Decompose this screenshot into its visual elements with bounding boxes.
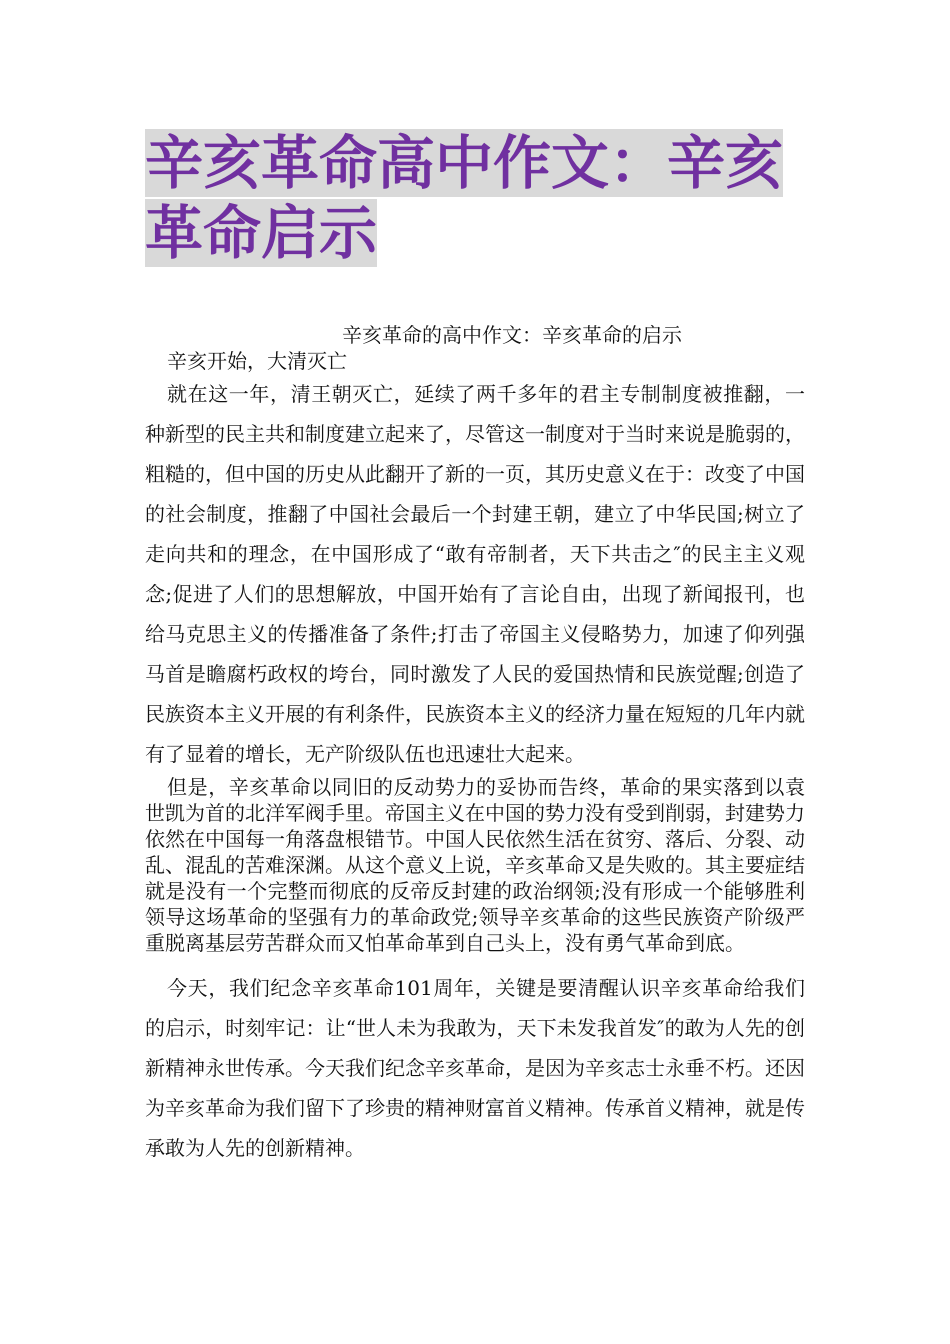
document-subtitle: 辛亥革命的高中作文：辛亥革命的启示 (342, 323, 682, 347)
document-body (145, 348, 805, 1168)
paragraph-3: 今天，我们纪念辛亥革命101周年，关键是要清醒认识辛亥革命给我们的启示，时刻牢记：让“世人未为我敢为，天下未发我首发″的敢为人先的创新精神永世传承。今天我们纪念辛亥革命，是因为辛亥志士永垂不朽。还因为辛亥革命为我们留下了珍贵的精神财富首义精神。传承首义精神，就是传承敢为人先的创新精神。 (145, 976, 805, 1160)
paragraph-1: 就在这一年，清王朝灭亡，延续了两千多年的君主专制制度被推翻，一种新型的民主共和制度建立起来了，尽管这一制度对于当时来说是脆弱的，粗糙的，但中国的历史从此翻开了新的一页，其历史意义在于：改变了中国的社会制度，推翻了中国社会最后一个封建王朝，建立了中华民国;树立了走向共和的理念，在中国形成了“敢有帝制者，天下共击之″的民主主义观念;促进了人们的思想解放，中国开始有了言论自由，出现了新闻报刊，也给马克思主义的传播准备了条件;打击了帝国主义侵略势力，加速了仰列强马首是瞻腐朽政权的垮台，同时激发了人民的爱国热情和民族觉醒;创造了民族资本主义开展的有利条件，民族资本主义的经济力量在短短的几年内就有了显着的增长，无产阶级队伍也迅速壮大起来。 (145, 382, 805, 766)
document-title-text: 辛亥革命高中作文：辛亥革命启示 (145, 129, 784, 267)
paragraph-2: 但是，辛亥革命以同旧的反动势力的妥协而告终，革命的果实落到以袁世凯为首的北洋军阀手里。帝国主义在中国的势力没有受到削弱，封建势力依然在中国每一角落盘根错节。中国人民依然生活在贫穷、落后、分裂、动乱、混乱的苦难深渊。从这个意义上说，辛亥革命又是失败的。其主要症结就是没有一个完整而彻底的反帝反封建的政治纲领;没有形成一个能够胜利领导这场革命的坚强有力的革命政党;领导辛亥革命的这些民族资产阶级严重脱离基层劳苦群众而又怕革命革到自己头上，没有勇气革命到底。 (145, 775, 805, 955)
document-title (145, 128, 810, 268)
section-heading: 辛亥开始，大清灭亡 (167, 349, 347, 373)
